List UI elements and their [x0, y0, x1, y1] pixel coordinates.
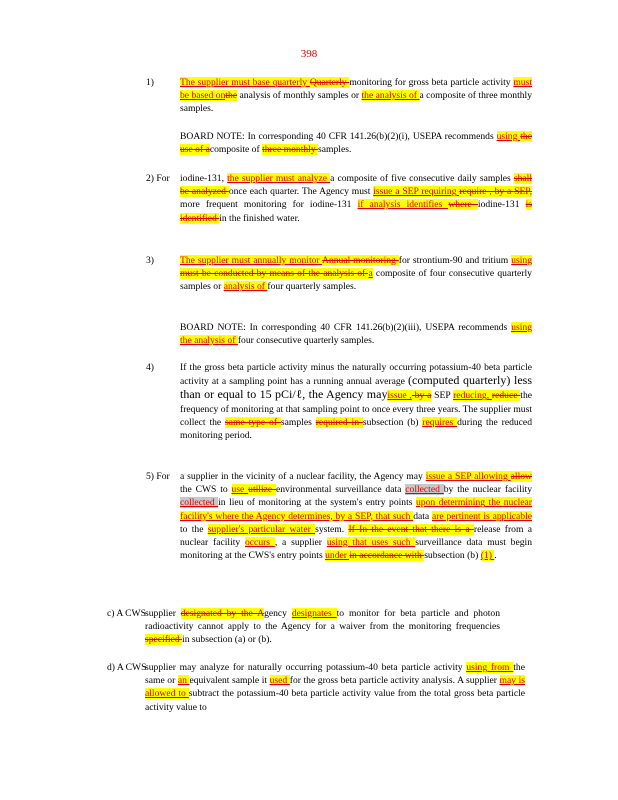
body-text: release from a nuclear facility [180, 523, 532, 549]
body-text: a composite of three monthly samples. [180, 90, 533, 115]
deleted-text: by a [411, 390, 432, 402]
body-text: surveillance data must begin monitoring at the CWS's entry points [180, 537, 532, 562]
body-text: composite of [209, 144, 263, 156]
deleted-text: require , by a SEP, [459, 186, 532, 198]
deleted-text: Quarterly [309, 77, 350, 88]
body-text: during the reduced monitoring period. [180, 416, 532, 442]
item-5-text [180, 470, 532, 562]
body-text: in lieu of monitoring at the system's entry points [218, 497, 416, 509]
item-1-text [180, 76, 532, 116]
deleted-text: reduce [491, 390, 521, 402]
item-marker: d) A CWS [107, 662, 147, 673]
body-text: environmental surveillance data [275, 484, 406, 496]
moved-text: collected [180, 497, 219, 509]
body-text: the same or [145, 662, 525, 687]
inserted-text: using that uses such [326, 537, 416, 549]
inserted-text: a [368, 268, 373, 280]
body-text: If the gross beta particle activity minus the naturally occurring potassium-40 beta particle activity at a sampling point has a running annual average [180, 362, 532, 388]
deleted-text: must be conducted by means of the analysis of [180, 268, 369, 280]
inserted-text: The supplier must base quarterly [180, 77, 310, 88]
deleted-text: required in [315, 416, 363, 428]
deleted-text: where [448, 199, 478, 211]
body-text: iodine-131, [180, 173, 228, 184]
moved-text: collected [405, 484, 444, 496]
deleted-text: utilize [248, 484, 276, 496]
deleted-text: If In the event that there is a [348, 523, 474, 535]
body-text: SEP [431, 390, 454, 402]
body-text: to monitor for beta particle and photon radioactivity cannot apply to the Agency for a waiver from the monitoring frequencies [145, 608, 500, 633]
body-text: four quarterly samples. [267, 281, 357, 293]
deleted-text: is identified [180, 199, 532, 224]
inserted-text: using from [466, 662, 514, 673]
body-text: the frequency of monitoring at that sampling point to once every three years. The supplier must collect the [180, 390, 533, 428]
inserted-text: The supplier must annually monitor [180, 255, 323, 266]
inserted-text: are pertinent is applicable [431, 510, 532, 522]
inserted-text: using [511, 255, 532, 266]
item-4-text [180, 361, 532, 442]
item-marker: c) A CWS [107, 608, 146, 619]
body-text: analysis of monthly samples or [237, 90, 362, 102]
body-text: a supplier in the vicinity of a nuclear facility, the Agency may [180, 471, 426, 482]
body-text: supplier [145, 608, 181, 619]
body-text: for strontium-90 and tritium [398, 255, 512, 266]
body-text: BOARD NOTE: In corresponding 40 CFR 141.26(b)(2)(i), USEPA recommends [180, 131, 497, 142]
deleted-text: Annual monitoring [322, 255, 399, 266]
item-marker: 2) For [146, 173, 170, 184]
item-marker: 5) For [146, 471, 170, 482]
body-text: supplier may analyze for naturally occurring potassium-40 beta particle activity [145, 662, 467, 673]
body-text: monitoring for gross beta particle activity [349, 77, 514, 88]
inserted-text: use [231, 484, 249, 496]
deleted-text: shall be analyzed [180, 173, 532, 198]
body-text: by the nuclear facility [443, 484, 533, 496]
body-text: system. [315, 523, 349, 535]
item-d-text [145, 661, 525, 714]
inserted-text: may is allowed to [145, 675, 525, 700]
body-text: in the finished water. [219, 212, 300, 224]
inserted-text: requires [422, 416, 458, 428]
page-number: 398 [300, 48, 318, 60]
inserted-text: upon determining the nuclear facility's where the Agency determines, by a SEP, that such [180, 497, 532, 522]
inserted-text: reducing, [453, 390, 492, 402]
deleted-text: in accordance with [349, 550, 425, 562]
body-text: data [413, 510, 432, 522]
body-text: composite of four consecutive quarterly samples or [180, 268, 532, 293]
body-text: gency [264, 608, 292, 619]
body-text: once each quarter. The Agency must [228, 186, 374, 198]
item-marker: 1) [146, 77, 154, 88]
body-text: , a supplier [274, 537, 327, 549]
inserted-text: using the analysis of [180, 322, 532, 347]
body-text: samples [280, 416, 316, 428]
inserted-text: issue a SEP requiring [373, 186, 460, 198]
body-text: in subsection (a) or (b). [182, 634, 272, 646]
deleted-text: the use of a [180, 131, 532, 156]
inserted-text: an [177, 675, 190, 687]
inserted-text: designates [291, 608, 337, 619]
inserted-text: issue , [387, 390, 412, 402]
body-text: (computed quarterly) less than or equal to 15 pCi/ℓ, the Agency may [180, 373, 532, 402]
body-text: samples. [318, 144, 352, 156]
inserted-text: supplier's particular water [207, 523, 316, 535]
deleted-text: same type of [225, 416, 281, 428]
item-marker: 3) [146, 255, 154, 266]
inserted-text: the supplier must analyze [227, 173, 331, 184]
inserted-text: under [325, 550, 350, 562]
inserted-text: using [496, 131, 521, 142]
inserted-text: the [361, 90, 376, 102]
item-2-text [180, 172, 532, 225]
deleted-text: specified [145, 634, 183, 646]
inserted-text: if analysis identifies [357, 199, 449, 211]
item-c-text [145, 607, 500, 647]
body-text: more frequent monitoring for iodine-131 [180, 199, 358, 211]
inserted-text: analysis of [223, 281, 268, 293]
body-text: subsection (b) [424, 550, 481, 562]
body-text: subsection (b) [362, 416, 423, 428]
item-3-text [180, 254, 532, 294]
inserted-text: occurs [245, 537, 275, 549]
body-text: four consecutive quarterly samples. [237, 335, 375, 347]
body-text: . [494, 550, 497, 562]
inserted-text: used [269, 675, 290, 687]
deleted-text: three monthly [262, 144, 319, 156]
inserted-text: (1) [480, 550, 495, 562]
body-text: the CWS to [180, 484, 232, 496]
board-note-3 [180, 321, 532, 347]
inserted-text: issue [425, 471, 448, 482]
board-note-1 [180, 130, 532, 156]
body-text: to the [180, 523, 208, 535]
body-text: equivalent sample it [189, 675, 270, 687]
body-text: for the gross beta particle activity analysis. A supplier [289, 675, 500, 687]
inserted-text: a SEP allowing [447, 471, 511, 482]
item-marker: 4) [146, 362, 154, 373]
deleted-text: designated by the A [180, 608, 265, 619]
inserted-text: analysis of [375, 90, 420, 102]
body-text: iodine-131 [477, 199, 526, 211]
deleted-text: allow [510, 471, 532, 482]
inserted-text: must be based on [180, 77, 532, 102]
body-text: a composite of five consecutive daily samples [330, 173, 514, 184]
body-text: subtract the potassium-40 beta particle activity value from the total gross beta particle activity value to [145, 688, 525, 713]
body-text: BOARD NOTE: In corresponding 40 CFR 141.26(b)(2)(iii), USEPA recommends [180, 322, 512, 333]
deleted-text: the [225, 90, 238, 102]
